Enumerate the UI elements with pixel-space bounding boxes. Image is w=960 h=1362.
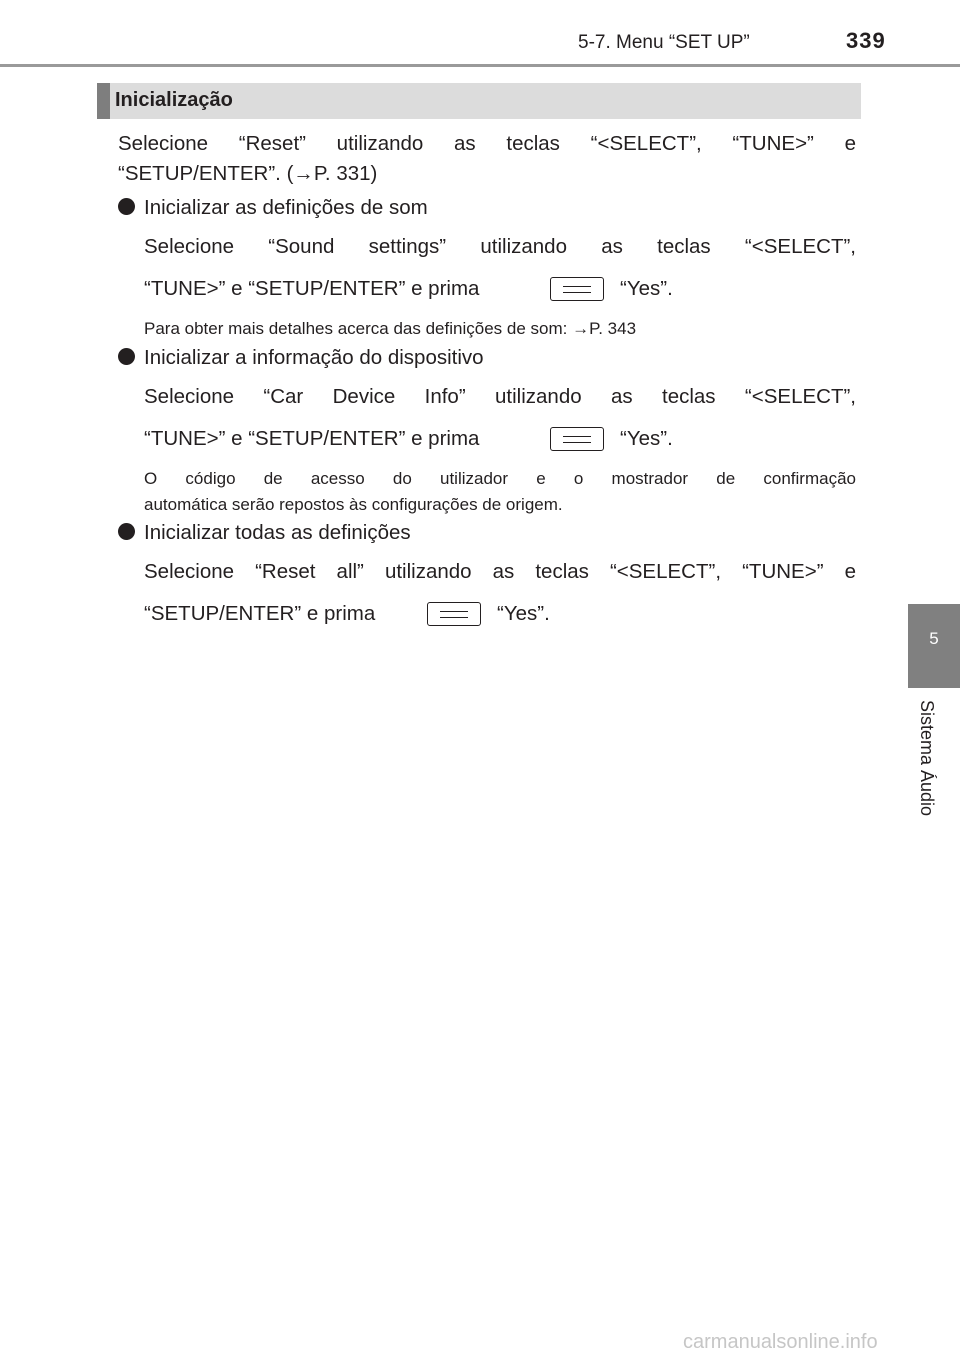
header-divider (0, 64, 960, 67)
bullet-title: Inicializar a informação do dispositivo (144, 346, 484, 369)
bullet-title: Inicializar todas as definições (144, 521, 411, 544)
item-body-line: Selecione “Car Device Info” utilizando as teclas “<SELECT”, (144, 385, 856, 408)
bullet-item-device-info (118, 343, 856, 373)
item-note: automática serão repostos às configurações de origem. (144, 495, 563, 514)
item-body-line: “TUNE>” e “SETUP/ENTER” e prima (144, 427, 480, 450)
item-body-line: “SETUP/ENTER” e prima (144, 602, 376, 625)
item-note: Para obter mais detalhes acerca das definições de som: →P. 343 (144, 319, 637, 338)
intro-paragraph (118, 129, 856, 189)
item-body-line: “Yes”. (620, 427, 673, 450)
header-section-title: 5-7. Menu “SET UP” (578, 32, 750, 53)
item-note: O código de acesso do utilizador e o mostrador de confirmação (144, 469, 856, 488)
enter-key-icon (427, 602, 481, 626)
item-body-line: “Yes”. (497, 602, 550, 625)
section-title: Inicialização (115, 89, 233, 111)
bullet-item-reset-all (118, 518, 856, 548)
bullet-item-sound-settings (118, 193, 856, 223)
chapter-label: Sistema Áudio (917, 700, 937, 817)
watermark-text: carmanualsonline.info (683, 1331, 878, 1353)
chapter-number: 5 (929, 629, 939, 648)
filled-circle-bullet-icon (118, 198, 135, 215)
page-number: 339 (846, 28, 886, 53)
item-body-line: “Yes”. (620, 277, 673, 300)
filled-circle-bullet-icon (118, 348, 135, 365)
item-body-line: Selecione “Sound settings” utilizando as teclas “<SELECT”, (144, 235, 856, 258)
intro-line-2: “SETUP/ENTER”. (→P. 331) (118, 162, 378, 185)
filled-circle-bullet-icon (118, 523, 135, 540)
bullet-title: Inicializar as definições de som (144, 196, 428, 219)
enter-key-icon (550, 427, 604, 451)
item-body-line: “TUNE>” e “SETUP/ENTER” e prima (144, 277, 480, 300)
enter-key-icon (550, 277, 604, 301)
item-body-line: Selecione “Reset all” utilizando as teclas “<SELECT”, “TUNE>” e (144, 560, 856, 583)
intro-line-1: Selecione “Reset” utilizando as teclas “<SELECT”, “TUNE>” e (118, 132, 856, 155)
